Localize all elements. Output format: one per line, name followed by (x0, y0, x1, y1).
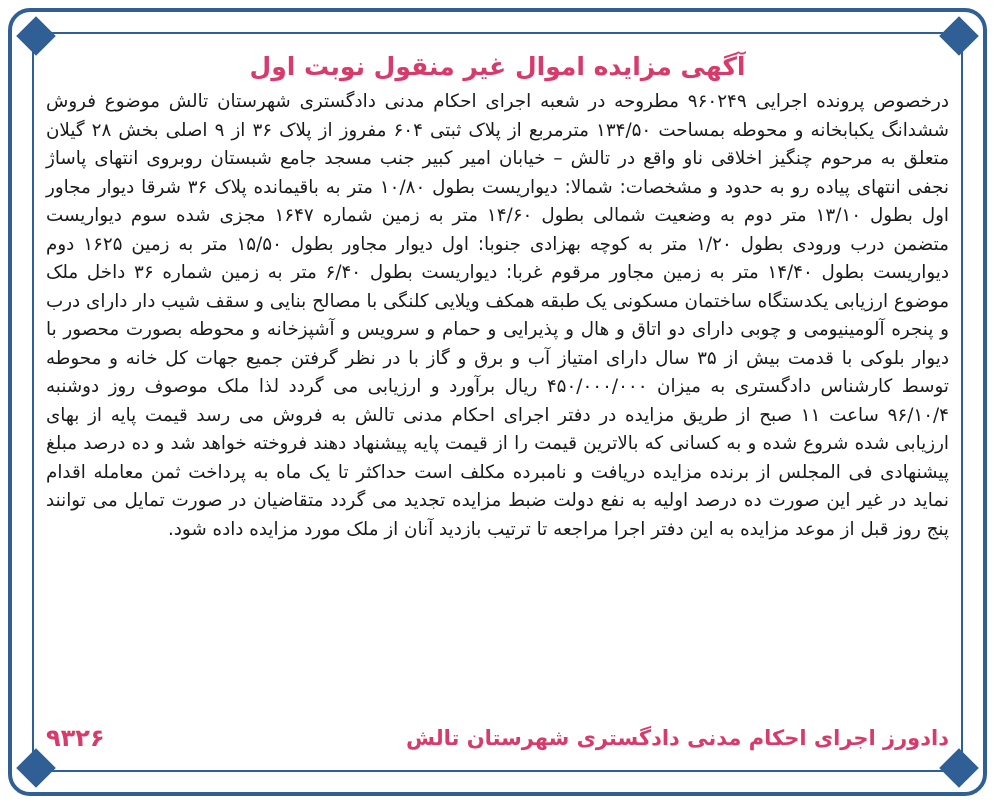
notice-body: درخصوص پرونده اجرایی ۹۶۰۲۴۹ مطروحه در شعبه اجرای احکام مدنی دادگستری شهرستان تالش موضوع فروش ششدانگ یکبابخانه و محوطه بمساحت ۱۳۴/۵۰ مترمربع از پلاک ثبتی ۶۰۴ مفروز از پلاک ۳۶ از ۹ اصلی بخش ۲۸ گیلان متعلق به مرحوم چنگیز اخلاقی ناو واقع در تالش – خیابان امیر کبیر جنب مسجد جامع شبستان روبروی انتهای پاساژ نجفی انتهای پیاده رو به حدود و مشخصات: شمالا: دیواریست بطول ۱۰/۸۰ متر به باقیمانده پلاک ۳۶ شرقا دیوار مجاور اول بطول ۱۳/۱۰ متر دوم به وضعیت شمالی بطول ۱۴/۶۰ متر به زمین شماره ۱۶۴۷ مجزی شده سوم دیواریست متضمن درب ورودی بطول ۱/۲۰ متر به کوچه بهزادی جنوبا: اول دیوار مجاور بطول ۱۵/۵۰ متر به زمین ۱۶۲۵ دوم دیواریست بطول ۱۴/۴۰ متر به زمین مجاور مرقوم غربا: دیواریست بطول ۶/۴۰ متر به زمین شماره ۳۶ داخل ملک موضوع ارزیابی یکدستگاه ساختمان مسکونی یک طبقه همکف ویلایی کلنگی با مصالح بنایی و سقف شیب دار دارای درب و پنجره آلومینیومی و چوبی دارای دو اتاق و هال و پذیرایی و حمام و سرویس و آشپزخانه و محوطه بصورت محصور با دیوار بلوکی با قدمت بیش از ۳۵ سال دارای امتیاز آب و برق و گاز با در نظر گرفتن جمیع جهات کل خانه و محوطه توسط کارشناس دادگستری به میزان ۴۵۰/۰۰۰/۰۰۰ ریال برآورد و ارزیابی می گردد لذا ملک موصوف روز دوشنبه ۹۶/۱۰/۴ ساعت ۱۱ صبح از طریق مزایده در دفتر اجرای احکام مدنی تالش به فروش می رسد قیمت پایه از بهای ارزیابی شده شروع شده و به کسانی که بالاترین قیمت را از قیمت پایه پیشنهاد دهند فروخته خواهد شد و ده درصد مبلغ پیشنهادی فی المجلس از برنده مزایده دریافت و نامبرده مکلف است حداکثر تا یک ماه به پرداخت ثمن معامله اقدام نماید در غیر این صورت ده درصد اولیه به نفع دولت ضبط مزایده تجدید می گردد متقاضیان در صورت تمایل می توانند پنج روز قبل از موعد مزایده به این دفتر اجرا مراجعه تا ترتیب بازدید آنان از ملک مورد مزایده داده شود. (46, 91, 950, 540)
corner-ornament (16, 16, 56, 56)
corner-ornament (939, 16, 979, 56)
notice-footer (46, 722, 949, 754)
corner-ornament (16, 748, 56, 788)
notice-frame (8, 8, 987, 796)
issuer-signature: دادورز اجرای احکام مدنی دادگستری شهرستان تالش (406, 726, 949, 750)
corner-ornament (939, 748, 979, 788)
notice-title: آگهی مزایده اموال غیر منقول نوبت اول (249, 52, 746, 81)
notice-content (46, 52, 949, 754)
notice-code: ۹۳۲۶ (46, 724, 105, 752)
